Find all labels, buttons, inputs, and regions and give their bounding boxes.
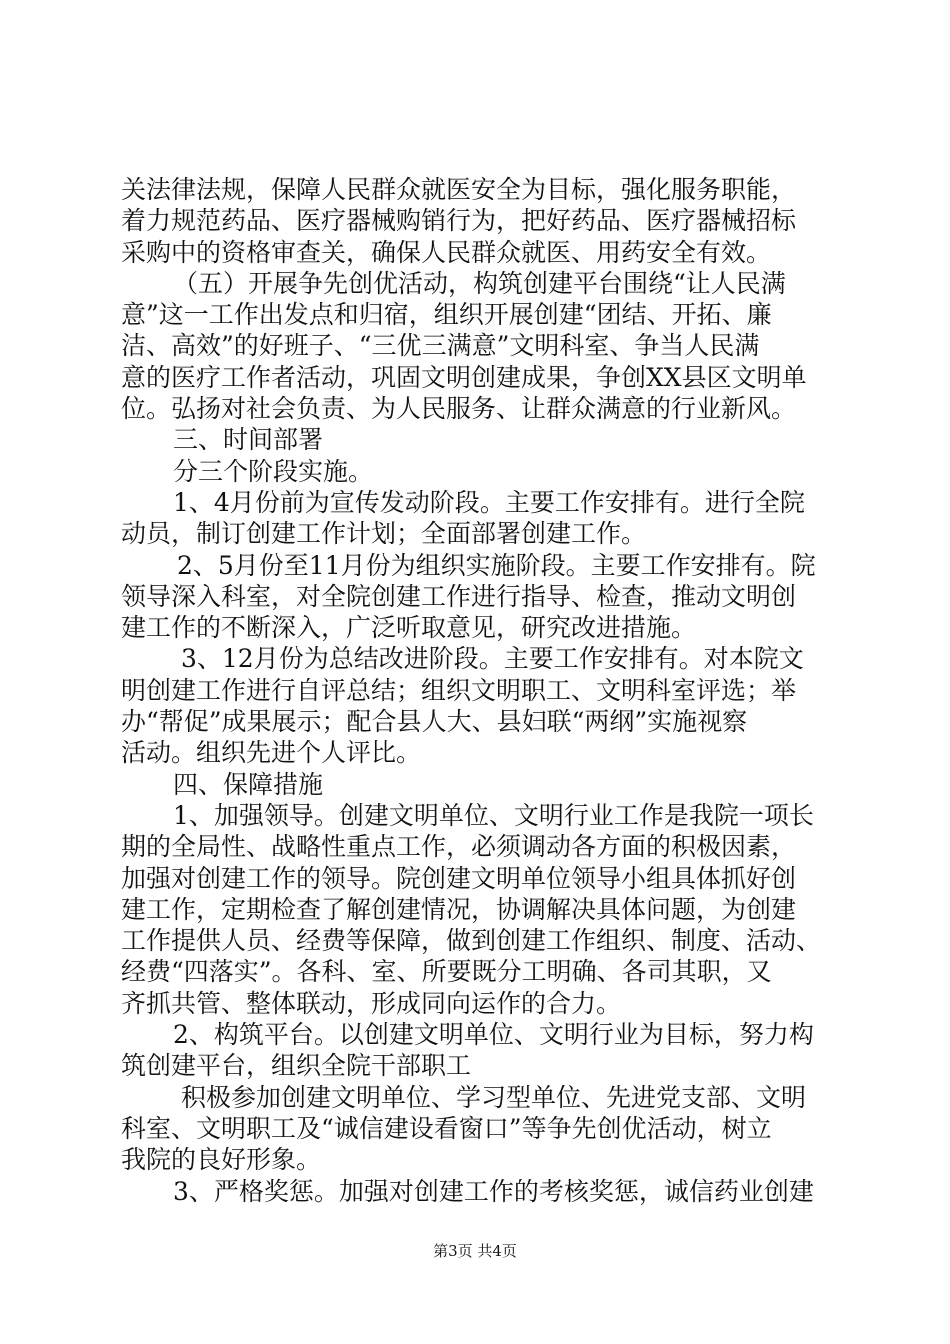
text-line: 领导深入科室，对全院创建工作进行指导、检查，推动文明创 [121,581,797,611]
text-line: 三、时间部署 [173,425,324,455]
text-line: 明创建工作进行自评总结；组织文明职工、文明科室评选；举 [121,675,797,705]
document-body [121,174,837,1207]
page-footer: 第3页 共4页 [433,1242,517,1260]
text-line: 意”这一工作出发点和归宿，组织开展创建“团结、开拓、廉 [121,300,772,330]
text-line: 着力规范药品、医疗器械购销行为，把好药品、医疗器械招标 [121,206,797,236]
text-line: 筑创建平台，组织全院干部职工 [121,1051,472,1081]
text-line: 建工作，定期检查了解创建情况，协调解决具体问题，为创建 [121,894,797,924]
text-line: 2、5月份至11月份为组织实施阶段。主要工作安排有。院 [177,550,816,580]
text-line: 2、构筑平台。以创建文明单位、文明行业为目标，努力构 [173,1020,814,1050]
text-line: 活动。组织先进个人评比。 [121,738,422,768]
text-line: 积极参加创建文明单位、学习型单位、先进党支部、文明 [181,1082,807,1112]
text-line: 工作提供人员、经费等保障，做到创建工作组织、制度、活动、 [121,926,822,956]
text-line: 加强对创建工作的领导。院创建文明单位领导小组具体抓好创 [121,863,797,893]
text-line: 1、加强领导。创建文明单位、文明行业工作是我院一项长 [173,800,814,830]
text-line: （五）开展争先创优活动，构筑创建平台围绕“让人民满 [173,268,786,298]
text-line: 我院的良好形象。 [121,1145,322,1175]
text-line: 3、12月份为总结改进阶段。主要工作安排有。对本院文 [181,644,804,674]
text-line: 期的全局性、战略性重点工作，必须调动各方面的积极因素， [121,832,797,862]
text-line: 位。弘扬对社会负责、为人民服务、让群众满意的行业新风。 [121,394,797,424]
text-line: 3、严格奖惩。加强对创建工作的考核奖惩，诚信药业创建 [173,1176,814,1206]
text-line: 1、4月份前为宣传发动阶段。主要工作安排有。进行全院 [173,487,805,517]
text-line: 齐抓共管、整体联动，形成同向运作的合力。 [121,988,622,1018]
text-line: 经费“四落实”。各科、室、所要既分工明确、各司其职，又 [121,957,772,987]
text-line: 采购中的资格审查关，确保人民群众就医、用药安全有效。 [121,237,772,267]
text-line: 意的医疗工作者活动，巩固文明创建成果，争创XX县区文明单 [121,362,807,392]
text-line: 分三个阶段实施。 [173,456,374,486]
text-line: 办“帮促”成果展示；配合县人大、县妇联“两纲”实施视察 [121,707,748,737]
text-line: 建工作的不断深入，广泛听取意见，研究改进措施。 [121,613,697,643]
text-line: 科室、文明职工及“诚信建设看窗口”等争先创优活动，树立 [121,1113,772,1143]
text-line: 动员，制订创建工作计划；全面部署创建工作。 [121,519,647,549]
text-line: 关法律法规，保障人民群众就医安全为目标，强化服务职能， [121,175,797,204]
text-line: 四、保障措施 [173,769,324,799]
text-line: 洁、高效”的好班子、“三优三满意”文明科室、争当人民满 [121,331,760,361]
